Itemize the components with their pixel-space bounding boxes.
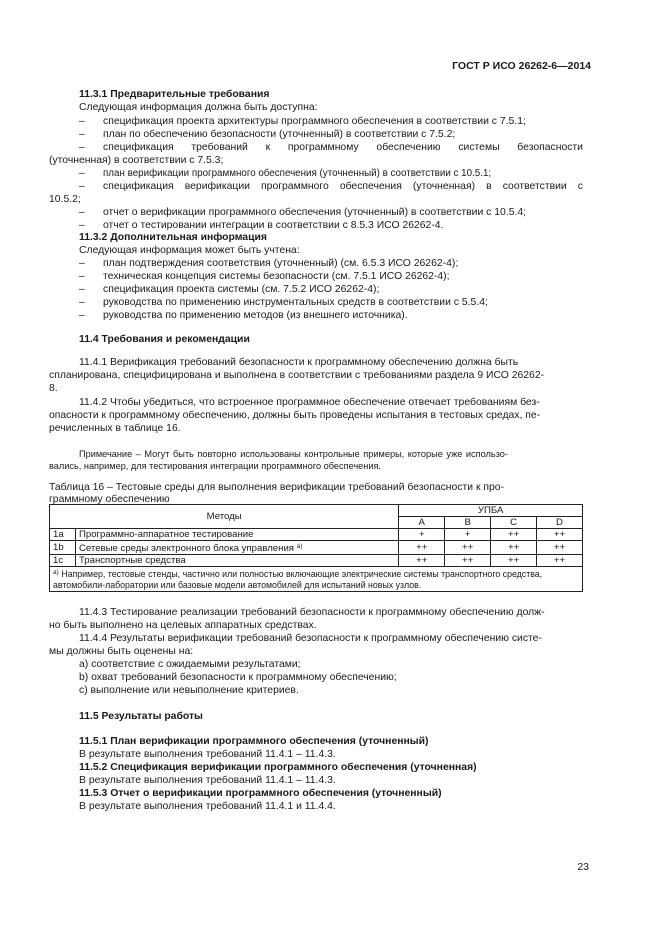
list-dash: – [79,129,85,140]
method-label: Транспортные средства [78,555,186,566]
list-dash: – [79,297,85,308]
list-item: b) охват требований безопасности к программному обеспечению; [79,672,397,683]
paragraph-line: В результате выполнения требований 11.4.1 – 11.4.3. [79,749,336,760]
row-value: + [399,529,445,541]
row-id: 1a [50,529,76,541]
list-dash: – [79,181,85,192]
footnote-mark: a) [53,569,59,576]
list-dash: – [79,310,85,321]
row-value: ++ [491,555,537,567]
paragraph-line: 11.4.4 Результаты верификации требований безопасности к программному обеспечению систе- [79,633,542,644]
row-id: 1b [50,541,76,555]
row-id: 1c [50,555,76,567]
table-caption: граммному обеспечению [49,494,170,505]
list-item: план по обеспечению безопасности (уточненный) в соответствии с 7.5.2; [103,129,456,140]
row-value: ++ [537,555,583,567]
paragraph-line: но быть выполнено на целевых аппаратных средствах. [49,620,317,631]
list-dash: – [79,168,85,179]
heading-11-4: 11.4 Требования и рекомендации [79,334,250,345]
note-line: вались, например, для тестирования интеграции программного обеспечения. [49,461,381,471]
paragraph-line: спланирована, специфицирована и выполнена в соответствии с требованиями раздела 9 ИСО 26262- [49,370,545,381]
heading-11-5-1: 11.5.1 План верификации программного обеспечения (уточненный) [79,736,429,747]
note-line: Примечание – Могут быть повторно использованы контрольные примеры, которые уже использо- [79,449,508,459]
list-dash: – [79,220,85,231]
heading-11-5-2: 11.5.2 Спецификация верификации программного обеспечения (уточненная) [79,762,477,773]
footnote-ref: a) [296,543,303,550]
list-dash: – [79,258,85,269]
list-item: техническая концепция системы безопасности (см. 7.5.1 ИСО 26262-4); [103,271,450,282]
paragraph-line: мы должны быть оценены на: [49,646,194,657]
list-item: спецификация проекта системы (см. 7.5.2 ИСО 26262-4); [103,284,380,295]
row-method [75,541,398,555]
test-environments-table [49,504,583,592]
list-item: отчет о тестировании интеграции в соответствии с 8.5.3 ИСО 26262-4. [103,220,444,231]
paragraph-line: опасности к программному обеспечению, должны быть проведены испытания в тестовых средах, пе- [49,410,541,421]
list-item-continuation: 10.5.2; [49,194,81,205]
row-value: ++ [445,541,491,555]
list-item: руководства по применению инструментальных средств в соответствии с 5.5.4; [103,297,488,308]
list-dash: – [79,116,85,127]
row-value: ++ [399,555,445,567]
heading-11-5: 11.5 Результаты работы [79,711,203,722]
list-item: план верификации программного обеспечения (уточненный) в соответствии с 10.5.1; [103,168,492,179]
method-label: Программно-аппаратное тестирование [78,529,254,540]
row-method [75,529,398,541]
asil-header: УПБА [399,505,583,517]
intro-11-3-1: Следующая информация должна быть доступна: [79,102,318,113]
row-value: ++ [491,541,537,555]
intro-11-3-2: Следующая информация может быть учтена: [79,245,300,256]
paragraph-line: 8. [49,383,58,394]
level-header: D [537,517,583,529]
heading-11-3-2: 11.3.2 Дополнительная информация [79,232,267,243]
level-header: C [491,517,537,529]
paragraph-line: 11.4.1 Верификация требований безопасности к программному обеспечению должна быть [79,357,519,368]
table-footnote [50,567,583,592]
level-header: A [399,517,445,529]
list-item: c) выполнение или невыполнение критериев. [79,685,299,696]
table-caption: Таблица 16 – Тестовые среды для выполнения верификации требований безопасности к про- [49,482,505,493]
row-method [75,555,398,567]
table-row [50,529,583,541]
list-item: спецификация требований к программному обеспечению системы безопасности [103,142,583,153]
row-value: ++ [537,541,583,555]
row-value: ++ [399,541,445,555]
paragraph-line: 11.4.3 Тестирование реализации требований безопасности к программному обеспечению долж- [79,607,545,618]
methods-header: Методы [50,505,399,529]
paragraph-line: 11.4.2 Чтобы убедиться, что встроенное программное обеспечение отвечает требованиям без- [79,397,540,408]
list-item: a) соответствие с ожидаемыми результатами; [79,659,301,670]
list-item-continuation: (уточненная) в соответствии с 7.5.3; [49,155,224,166]
paragraph-line: В результате выполнения требований 11.4.1 – 11.4.3. [79,775,336,786]
footnote-text: Например, тестовые стенды, частично или полностью включающие электрические системы транспортного средства, автомобили-лаборатории или базовые модели автомобилей для испытаний новых узлов. [53,569,543,590]
row-value: ++ [445,555,491,567]
heading-11-5-3: 11.5.3 Отчет о верификации программного обеспечения (уточненный) [79,788,442,799]
list-dash: – [79,271,85,282]
list-dash: – [79,207,85,218]
paragraph-line: В результате выполнения требований 11.4.1 и 11.4.4. [79,801,336,812]
row-value: ++ [491,529,537,541]
list-item: спецификация верификации программного обеспечения (уточненная) в соответствии с [103,181,583,192]
list-dash: – [79,284,85,295]
page-number: 23 [577,861,589,873]
list-item: спецификация проекта архитектуры программного обеспечения в соответствии с 7.5.1; [103,116,526,127]
row-value: + [445,529,491,541]
table-row [50,555,583,567]
table-row [50,541,583,555]
heading-11-3-1: 11.3.1 Предварительные требования [79,89,270,100]
list-item: руководства по применению методов (из внешнего источника). [103,310,408,321]
list-item: план подтверждения соответствия (уточненный) (см. 6.5.3 ИСО 26262-4); [103,258,459,269]
list-dash: – [79,142,85,153]
row-value: ++ [537,529,583,541]
level-header: B [445,517,491,529]
method-label: Сетевые среды электронного блока управления [78,543,294,554]
paragraph-line: речисленных в таблице 16. [49,423,181,434]
document-header: ГОСТ Р ИСО 26262-6—2014 [452,60,591,72]
list-item: отчет о верификации программного обеспечения (уточненный) в соответствии с 10.5.4; [103,207,527,218]
